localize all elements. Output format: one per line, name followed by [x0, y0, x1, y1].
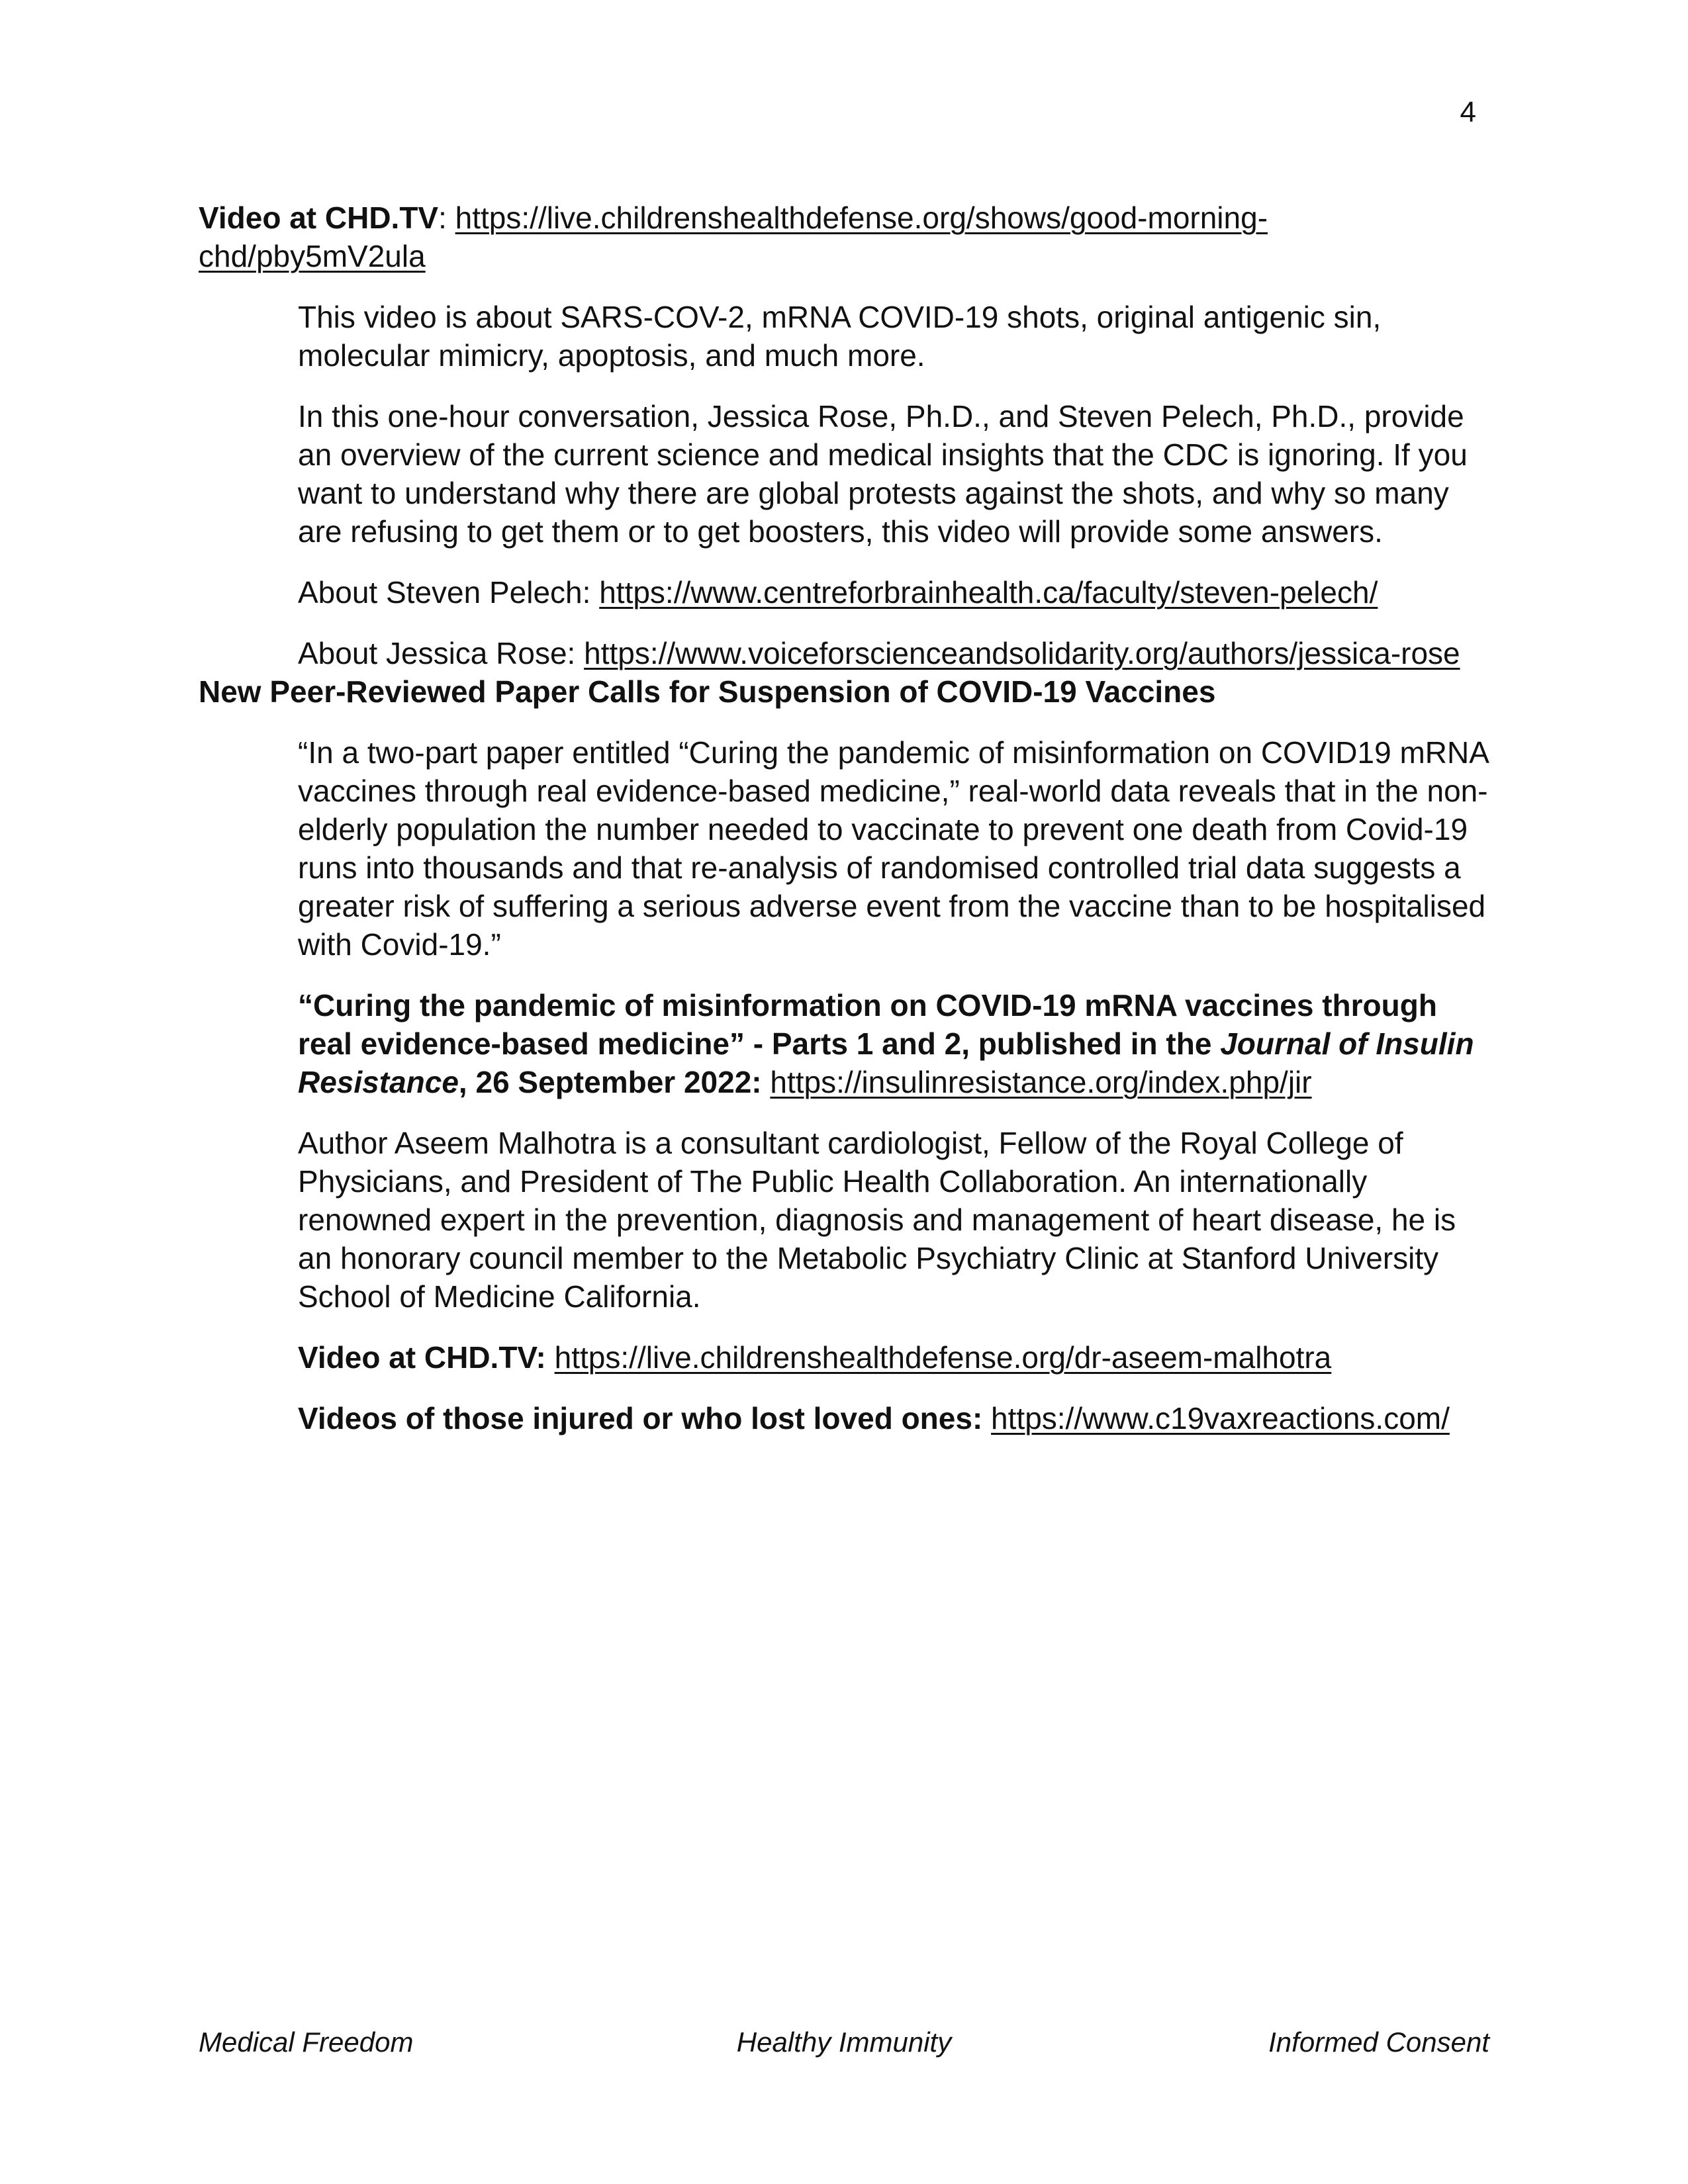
paper-date: , 26 September 2022: — [458, 1065, 762, 1099]
page-number: 4 — [1460, 96, 1476, 128]
section2-body — [298, 733, 1489, 1437]
page-footer — [199, 2023, 1489, 2062]
video-chdtv-link[interactable]: https://live.childrenshealthdefense.org/shows/good-morning-chd/pby5mV2ula — [199, 201, 1268, 273]
footer-left: Medical Freedom — [199, 2026, 414, 2058]
injured-videos-label: Videos of those injured or who lost loved ones: — [298, 1401, 983, 1435]
video-chdtv-colon: : — [438, 201, 447, 235]
paper-quote: “In a two-part paper entitled “Curing the pandemic of misinformation on COVID19 mRNA vaccines through real evidence-based medicine,” real-world data reveals that in the non-elderly population the number needed to vaccinate to prevent one death from Covid-19 runs into thousands and that re-analysis of randomised controlled trial data suggests a greater risk of suffering a serious adverse event from the vaccine than to be hospitalised with Covid-19.” — [298, 735, 1488, 962]
journal-name: Journal of Insulin Resistance — [298, 1026, 1474, 1099]
about-pelech-link[interactable]: https://www.centreforbrainhealth.ca/faculty/steven-pelech/ — [599, 575, 1378, 610]
about-pelech-label: About Steven Pelech: — [298, 575, 600, 610]
paper-link[interactable]: https://insulinresistance.org/index.php/jir — [770, 1065, 1312, 1099]
malhotra-video-line — [298, 1338, 1489, 1377]
paper-citation — [298, 986, 1489, 1101]
about-rose-link[interactable]: https://www.voiceforscienceandsolidarity.org/authors/jessica-rose — [584, 636, 1460, 670]
injured-videos-line — [298, 1399, 1489, 1437]
malhotra-video-label: Video at CHD.TV: — [298, 1340, 546, 1375]
conversation-description: In this one-hour conversation, Jessica Rose, Ph.D., and Steven Pelech, Ph.D., provide an overview of the current science and medical insights that the CDC is ignoring. If you want to understand why there are global protests against the shots, and why so many are refusing to get them or to get boosters, this video will provide some answers. — [298, 399, 1468, 549]
video-chdtv-label: Video at CHD.TV — [199, 201, 439, 235]
footer-center: Healthy Immunity — [736, 2026, 952, 2058]
author-bio: Author Aseem Malhotra is a consultant cardiologist, Fellow of the Royal College of Physicians, and President of The Public Health Collaboration. An internationally renowned expert in the prevention, diagnosis and management of heart disease, he is an honorary council member to the Metabolic Psychiatry Clinic at Stanford University School of Medicine California. — [298, 1126, 1456, 1314]
about-rose-label: About Jessica Rose: — [298, 636, 585, 670]
injured-videos-link[interactable]: https://www.c19vaxreactions.com/ — [991, 1401, 1450, 1435]
about-pelech — [298, 573, 1489, 612]
section-heading: New Peer-Reviewed Paper Calls for Suspension of COVID-19 Vaccines — [199, 674, 1216, 709]
section1-body — [298, 298, 1489, 672]
footer-right: Informed Consent — [1268, 2026, 1489, 2058]
video-chdtv-line — [199, 199, 1489, 275]
video-description: This video is about SARS-COV-2, mRNA COVID-19 shots, original antigenic sin, molecular mimicry, apoptosis, and much more. — [298, 300, 1382, 373]
about-rose — [298, 634, 1489, 672]
document-body — [199, 199, 1489, 1437]
paper-title: “Curing the pandemic of misinformation on COVID-19 mRNA vaccines through real evidence-based medicine” - Parts 1 and 2, published in the — [298, 988, 1437, 1061]
malhotra-video-link[interactable]: https://live.childrenshealthdefense.org/dr-aseem-malhotra — [554, 1340, 1332, 1375]
